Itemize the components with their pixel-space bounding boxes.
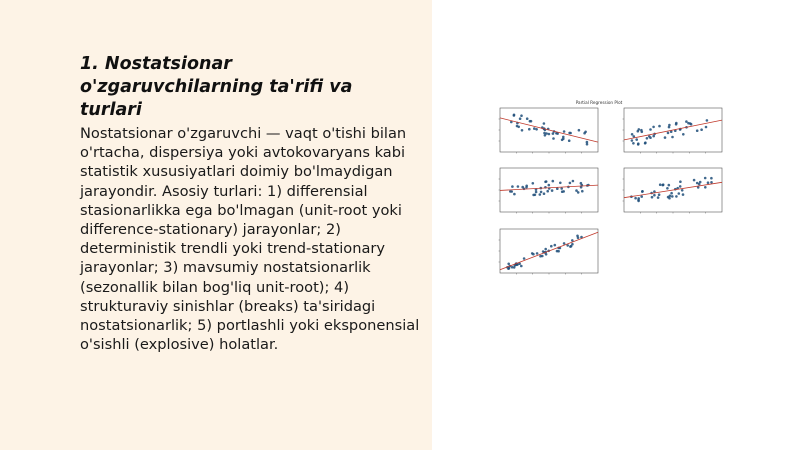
data-point bbox=[681, 189, 684, 192]
data-point bbox=[562, 190, 565, 193]
data-point bbox=[704, 177, 707, 180]
data-point bbox=[583, 132, 586, 135]
data-point bbox=[544, 248, 547, 251]
partial-regression-figure bbox=[474, 98, 728, 284]
data-point bbox=[539, 255, 542, 258]
data-point bbox=[521, 129, 524, 132]
slide-body: Nostatsionar o'zgaruvchi — vaqt o'tishi bilan o'rtacha, dispersiya yoki avtokovaryans kabi statistik xususiyatlari doimiy bo'lmaydigan jarayondir. Asosiy turlari: 1) differensial stasionarlikka ega bo'lmagan (unit-root yoki difference-stationary) jarayonlar; 2) deterministik trendli yoki trend-stationary jarayonlar; 3) mavsumiy nostatsionarlik (sezonallik bilan bog'liq unit-root); 4) strukturaviy sinishlar (breaks) ta'siridagi nostatsionarlik; 5) portlashli yoki eksponensial o'sishli (explosive) holatlar. bbox=[80, 125, 420, 354]
data-point bbox=[577, 236, 580, 239]
data-point bbox=[571, 239, 574, 242]
partial-regression-svg bbox=[474, 98, 728, 284]
data-point bbox=[539, 193, 542, 196]
data-point bbox=[548, 133, 551, 136]
data-point bbox=[664, 136, 667, 139]
data-point bbox=[631, 139, 634, 142]
data-point bbox=[649, 136, 652, 139]
data-point bbox=[509, 190, 512, 193]
data-point bbox=[540, 191, 543, 194]
data-point bbox=[526, 117, 529, 120]
figure-title: Partial Regression Plot bbox=[575, 100, 623, 105]
data-point bbox=[637, 197, 640, 200]
data-point bbox=[653, 194, 656, 197]
data-point bbox=[644, 142, 647, 145]
data-point bbox=[637, 200, 640, 203]
data-point bbox=[679, 180, 682, 183]
data-point bbox=[569, 182, 572, 185]
data-point bbox=[634, 197, 637, 200]
data-point bbox=[662, 184, 665, 187]
data-point bbox=[678, 192, 681, 195]
data-point bbox=[535, 128, 538, 131]
data-point bbox=[533, 127, 536, 130]
data-point bbox=[649, 128, 652, 131]
data-point bbox=[507, 263, 510, 266]
data-point bbox=[705, 126, 708, 129]
data-point bbox=[651, 196, 654, 199]
data-point bbox=[633, 135, 636, 138]
data-point bbox=[679, 185, 682, 188]
data-point bbox=[546, 190, 549, 193]
data-point bbox=[552, 180, 555, 183]
data-point bbox=[521, 186, 524, 189]
data-point bbox=[707, 181, 710, 184]
data-point bbox=[641, 190, 644, 193]
data-point bbox=[668, 197, 671, 200]
data-point bbox=[572, 180, 575, 183]
data-point bbox=[710, 181, 713, 184]
data-point bbox=[693, 179, 696, 182]
data-point bbox=[659, 183, 662, 186]
data-point bbox=[706, 119, 709, 122]
data-point bbox=[671, 136, 674, 139]
data-point bbox=[637, 130, 640, 133]
subplot-1 bbox=[499, 108, 599, 154]
data-point bbox=[631, 133, 634, 136]
data-point bbox=[562, 136, 565, 139]
data-point bbox=[560, 187, 563, 190]
data-point bbox=[542, 250, 545, 253]
data-point bbox=[658, 193, 661, 196]
data-point bbox=[671, 195, 674, 198]
data-point bbox=[675, 122, 678, 125]
data-point bbox=[577, 191, 580, 194]
data-point bbox=[563, 130, 566, 133]
data-point bbox=[652, 126, 655, 129]
data-point bbox=[670, 192, 673, 195]
data-point bbox=[675, 195, 678, 198]
subplot-2 bbox=[623, 108, 723, 154]
data-point bbox=[552, 137, 555, 140]
data-point bbox=[635, 138, 638, 141]
data-point bbox=[682, 133, 685, 136]
data-point bbox=[586, 141, 589, 144]
data-point bbox=[666, 187, 669, 190]
data-point bbox=[640, 129, 643, 132]
data-point bbox=[563, 242, 566, 245]
data-point bbox=[532, 182, 535, 185]
data-point bbox=[543, 122, 546, 125]
data-point bbox=[556, 250, 559, 253]
data-point bbox=[548, 184, 551, 187]
subplot-3 bbox=[499, 168, 599, 214]
data-point bbox=[513, 266, 516, 269]
data-point bbox=[534, 194, 537, 197]
data-point bbox=[513, 114, 516, 117]
data-point bbox=[554, 244, 557, 247]
data-point bbox=[545, 253, 548, 256]
data-point bbox=[696, 129, 699, 132]
data-point bbox=[543, 192, 546, 195]
data-point bbox=[704, 186, 707, 189]
data-point bbox=[559, 182, 562, 185]
data-point bbox=[517, 126, 520, 129]
data-point bbox=[646, 137, 649, 140]
slide-title: 1. Nostatsionar o'zgaruvchilarning ta'rifi va turlari bbox=[80, 54, 353, 120]
data-point bbox=[700, 128, 703, 131]
data-point bbox=[637, 142, 640, 145]
data-point bbox=[544, 134, 547, 137]
data-point bbox=[545, 180, 548, 183]
data-point bbox=[658, 125, 661, 128]
data-point bbox=[513, 193, 516, 196]
data-point bbox=[669, 195, 672, 198]
data-point bbox=[550, 245, 553, 248]
data-point bbox=[698, 183, 701, 186]
data-point bbox=[511, 185, 514, 188]
data-point bbox=[536, 252, 539, 255]
subplot-4 bbox=[623, 168, 723, 214]
data-point bbox=[682, 193, 685, 196]
data-point bbox=[529, 120, 532, 123]
data-point bbox=[570, 245, 573, 248]
data-point bbox=[520, 265, 523, 268]
data-point bbox=[710, 177, 713, 180]
data-point bbox=[668, 184, 671, 187]
data-point bbox=[581, 190, 584, 193]
data-point bbox=[535, 191, 538, 194]
data-point bbox=[523, 257, 526, 260]
data-point bbox=[568, 132, 571, 135]
data-point bbox=[667, 132, 670, 135]
data-point bbox=[552, 132, 555, 135]
data-point bbox=[685, 120, 688, 123]
data-point bbox=[640, 195, 643, 198]
data-point bbox=[652, 135, 655, 138]
data-point bbox=[525, 186, 528, 189]
data-point bbox=[690, 123, 693, 126]
data-point bbox=[528, 128, 531, 131]
subplot-5 bbox=[499, 229, 599, 275]
data-point bbox=[520, 114, 523, 117]
data-point bbox=[668, 126, 671, 129]
data-point bbox=[519, 117, 522, 120]
data-point bbox=[517, 185, 520, 188]
data-point bbox=[578, 129, 581, 132]
data-point bbox=[532, 253, 535, 256]
data-point bbox=[657, 196, 660, 199]
data-point bbox=[551, 189, 554, 192]
data-point bbox=[568, 139, 571, 142]
data-point bbox=[632, 142, 635, 145]
